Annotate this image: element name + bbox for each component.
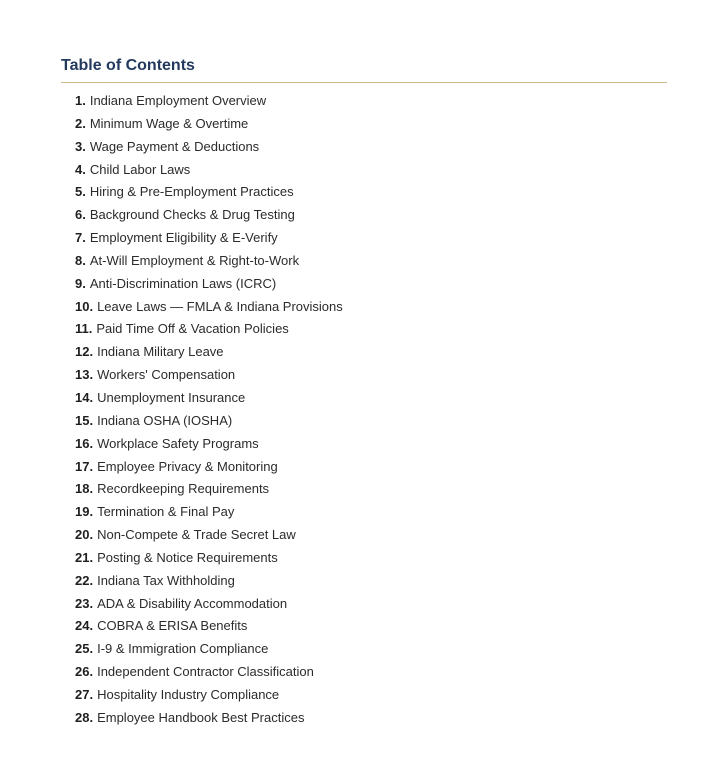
toc-item-label: ADA & Disability Accommodation	[97, 595, 288, 611]
toc-item[interactable]	[75, 159, 343, 182]
toc-item[interactable]	[75, 387, 343, 410]
toc-item-label: Child Labor Laws	[89, 161, 191, 177]
toc-item[interactable]	[75, 227, 343, 250]
toc-item-label: Indiana OSHA (IOSHA)	[97, 412, 233, 428]
toc-item-number: 23.	[75, 595, 94, 611]
toc-item[interactable]	[75, 364, 343, 387]
toc-item-label: Indiana Tax Withholding	[97, 572, 235, 588]
toc-item[interactable]	[75, 615, 343, 638]
toc-item-number: 20.	[75, 527, 94, 543]
toc-item-number: 7.	[75, 230, 86, 246]
toc-item-label: Wage Payment & Deductions	[89, 138, 260, 154]
toc-item[interactable]	[75, 250, 343, 273]
toc-item-label: Minimum Wage & Overtime	[89, 115, 249, 131]
toc-item[interactable]	[75, 570, 343, 593]
toc-item[interactable]	[75, 638, 343, 661]
toc-item-number: 9.	[75, 275, 86, 291]
toc-item-number: 27.	[75, 686, 94, 702]
toc-item-number: 13.	[75, 367, 94, 383]
toc-item[interactable]	[75, 593, 343, 616]
toc-item-number: 26.	[75, 664, 94, 680]
toc-item-label: Background Checks & Drug Testing	[89, 207, 295, 223]
toc-item-label: Recordkeeping Requirements	[97, 481, 270, 497]
toc-item[interactable]	[75, 524, 343, 547]
toc-item-number: 12.	[75, 344, 94, 360]
toc-item-number: 25.	[75, 641, 94, 657]
toc-item-label: Paid Time Off & Vacation Policies	[96, 321, 289, 337]
toc-item[interactable]	[75, 296, 343, 319]
toc-item-number: 11.	[75, 321, 93, 337]
toc-item-number: 10.	[75, 298, 94, 314]
toc-item-number: 24.	[75, 618, 94, 634]
toc-item[interactable]	[75, 273, 343, 296]
toc-item-label: COBRA & ERISA Benefits	[97, 618, 248, 634]
toc-item-label: Anti-Discrimination Laws (ICRC)	[89, 275, 277, 291]
toc-item-label: Indiana Military Leave	[97, 344, 224, 360]
toc-item-label: Posting & Notice Requirements	[97, 549, 278, 565]
toc-item-label: I-9 & Immigration Compliance	[97, 641, 269, 657]
toc-item-label: Hospitality Industry Compliance	[97, 686, 280, 702]
toc-item-number: 8.	[75, 252, 86, 268]
toc-item-label: Hiring & Pre-Employment Practices	[89, 184, 294, 200]
toc-item-number: 2.	[75, 115, 86, 131]
toc-item-label: Non-Compete & Trade Secret Law	[97, 527, 296, 543]
toc-item[interactable]	[75, 90, 343, 113]
toc-item-label: Termination & Final Pay	[97, 504, 235, 520]
toc-item-label: Indiana Employment Overview	[89, 93, 267, 108]
toc-item-label: Leave Laws — FMLA & Indiana Provisions	[97, 298, 343, 314]
toc-item[interactable]	[75, 410, 343, 433]
toc-item-label: Employee Handbook Best Practices	[97, 709, 305, 725]
toc-item-number: 19.	[75, 504, 94, 520]
toc-item-number: 22.	[75, 572, 94, 588]
toc-item-number: 28.	[75, 709, 94, 725]
toc-item-number: 18.	[75, 481, 94, 497]
toc-item[interactable]	[75, 707, 343, 730]
toc-item[interactable]	[75, 661, 343, 684]
toc-item-number: 5.	[75, 184, 86, 200]
toc-divider	[61, 82, 667, 83]
toc-item-label: Unemployment Insurance	[97, 389, 246, 405]
toc-item-number: 1.	[75, 93, 86, 108]
toc-item-number: 14.	[75, 389, 94, 405]
toc-item-number: 17.	[75, 458, 94, 474]
toc-item-number: 4.	[75, 161, 86, 177]
toc-item-number: 3.	[75, 138, 86, 154]
toc-item[interactable]	[75, 547, 343, 570]
toc-item-number: 21.	[75, 549, 94, 565]
toc-item-label: Workers' Compensation	[97, 367, 236, 383]
toc-item[interactable]	[75, 456, 343, 479]
toc-item[interactable]	[75, 684, 343, 707]
toc-item[interactable]	[75, 181, 343, 204]
toc-item[interactable]	[75, 501, 343, 524]
toc-list	[75, 90, 343, 730]
toc-item-label: Employee Privacy & Monitoring	[97, 458, 278, 474]
toc-item[interactable]	[75, 113, 343, 136]
toc-item-label: Employment Eligibility & E-Verify	[89, 230, 278, 246]
toc-item[interactable]	[75, 318, 343, 341]
toc-title: Table of Contents	[61, 57, 195, 74]
toc-item-number: 6.	[75, 207, 86, 223]
toc-item[interactable]	[75, 204, 343, 227]
toc-item-label: At-Will Employment & Right-to-Work	[89, 252, 300, 268]
toc-item-number: 15.	[75, 412, 94, 428]
toc-item-label: Independent Contractor Classification	[97, 664, 314, 680]
toc-item[interactable]	[75, 341, 343, 364]
toc-item[interactable]	[75, 478, 343, 501]
toc-item-label: Workplace Safety Programs	[97, 435, 259, 451]
toc-item[interactable]	[75, 136, 343, 159]
table-of-contents	[61, 56, 667, 725]
toc-item-number: 16.	[75, 435, 94, 451]
toc-item[interactable]	[75, 433, 343, 456]
